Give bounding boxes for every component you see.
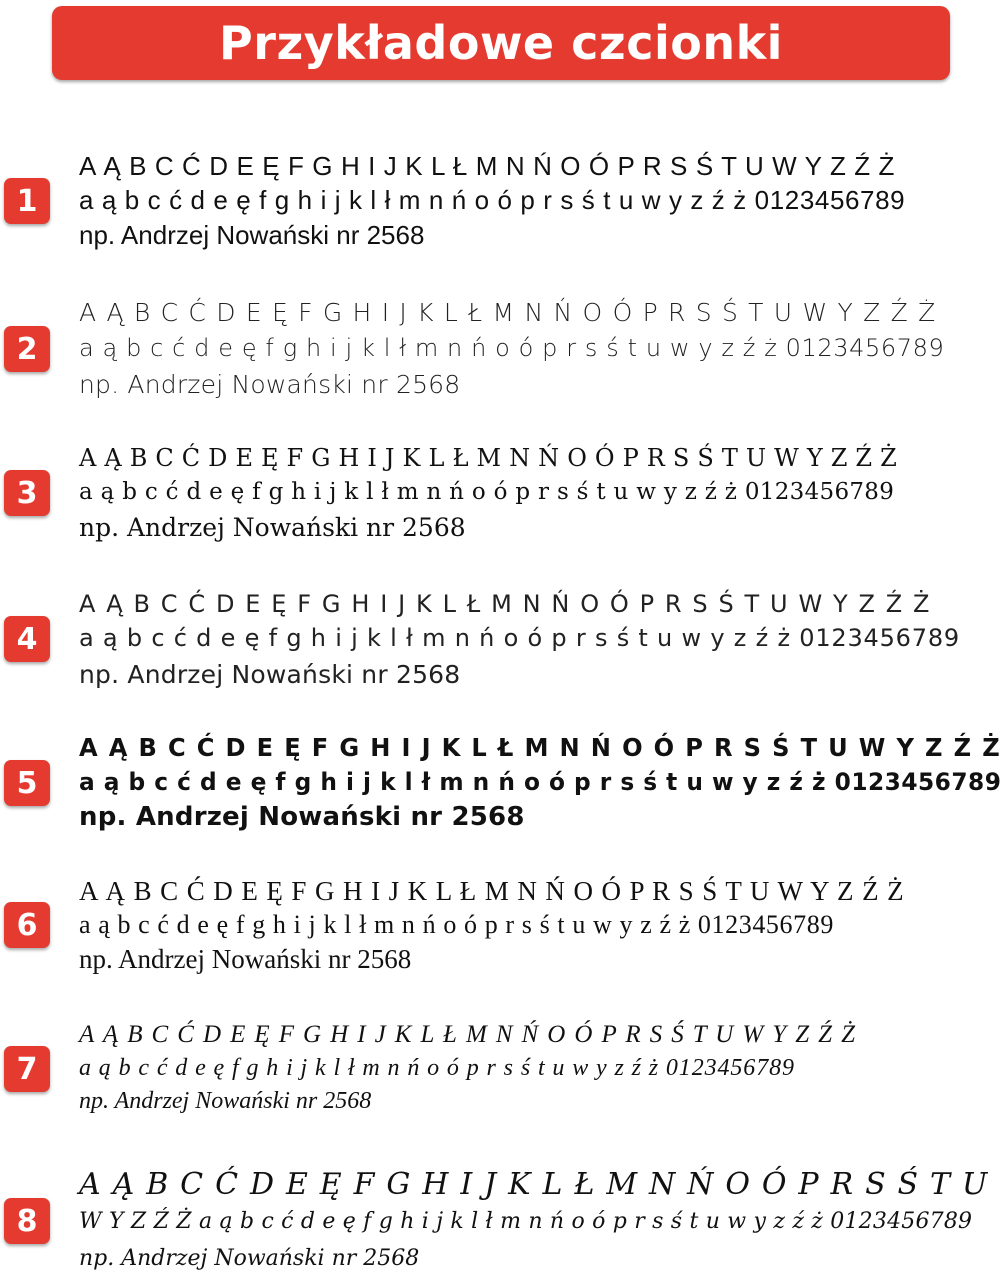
sample-number-badge: 2 [4,326,50,372]
sample-number-badge: 4 [4,616,50,662]
lowercase-line: a ą b c ć d e ę f g h i j k l ł m n ń o ó p r s ś t u w y z ź ż 0123456789 [79,624,960,652]
uppercase-line: A Ą B C Ć D E Ę F G H I J K L Ł M N Ń O Ó P R S Ś T U W Y Z Ź Ż [79,733,1002,762]
uppercase-line: A Ą B C Ć D E Ę F G H I J K L Ł M N Ń O Ó P R S Ś T U W Y Z Ź Ż [79,1021,857,1048]
lowercase-line: a ą b c ć d e ę f g h i j k l ł m n ń o ó p r s ś t u w y z ź ż 0123456789 [79,185,906,215]
uppercase-line: A Ą B C Ć D E Ę F G H I J K L Ł M N Ń O Ó P R S Ś T U [79,1167,989,1202]
sample-number-badge: 8 [4,1198,50,1244]
title-banner [52,6,950,80]
uppercase-line: A Ą B C Ć D E Ę F G H I J K L Ł M N Ń O Ó P R S Ś T U W Y Z Ź Ż [79,876,905,906]
lowercase-line: a ą b c ć d e ę f g h i j k l ł m n ń o ó p r s ś t u w y z ź ż 0123456789 [79,479,895,505]
uppercase-line: A Ą B C Ć D E Ę F G H I J K L Ł M N Ń O Ó P R S Ś T U W Y Z Ź Ż [79,590,932,618]
sample-number-badge: 6 [4,902,50,948]
lowercase-line: a ą b c ć d e ę f g h i j k l ł m n ń o ó p r s ś t u w y z ź ż 0123456789 [79,768,1002,796]
lowercase-line: a ą b c ć d e ę f g h i j k l ł m n ń o ó p r s ś t u w y z ź ż 0123456789 [79,334,945,362]
sample-number-badge: 7 [4,1046,50,1092]
sample-number-badge: 3 [4,470,50,516]
example-line: np. Andrzej Nowański nr 2568 [79,220,425,250]
example-line: np. Andrzej Nowański nr 2568 [79,513,466,542]
sample-number-badge: 1 [4,178,50,224]
sample-number-badge: 5 [4,760,50,806]
page-title: Przykładowe czcionki [219,16,783,70]
uppercase-line: A Ą B C Ć D E Ę F G H I J K L Ł M N Ń O Ó P R S Ś T U W Y Z Ź Ż [79,298,937,327]
lowercase-line: a ą b c ć d e ę f g h i j k l ł m n ń o ó p r s ś t u w y z ź ż 0123456789 [79,1055,795,1081]
uppercase-line: A Ą B C Ć D E Ę F G H I J K L Ł M N Ń O Ó P R S Ś T U W Y Z Ź Ż [79,444,897,472]
example-line: np. Andrzej Nowański nr 2568 [79,1088,372,1114]
lowercase-line: a ą b c ć d e ę f g h i j k l ł m n ń o ó p r s ś t u w y z ź ż 0123456789 [79,910,834,939]
example-line: np. Andrzej Nowański nr 2568 [79,370,461,399]
example-line: np. Andrzej Nowański nr 2568 [79,1246,420,1271]
example-line: np. Andrzej Nowański nr 2568 [79,802,525,832]
lowercase-line: W Y Z Ź Ż a ą b c ć d e ę f g h i j k l ł m n ń o ó p r s ś t u w y z ź ż 0123456789 [79,1209,973,1234]
example-line: np. Andrzej Nowański nr 2568 [79,660,461,689]
example-line: np. Andrzej Nowański nr 2568 [79,944,412,974]
uppercase-line: A Ą B C Ć D E Ę F G H I J K L Ł M N Ń O Ó P R S Ś T U W Y Z Ź Ż [79,151,896,181]
